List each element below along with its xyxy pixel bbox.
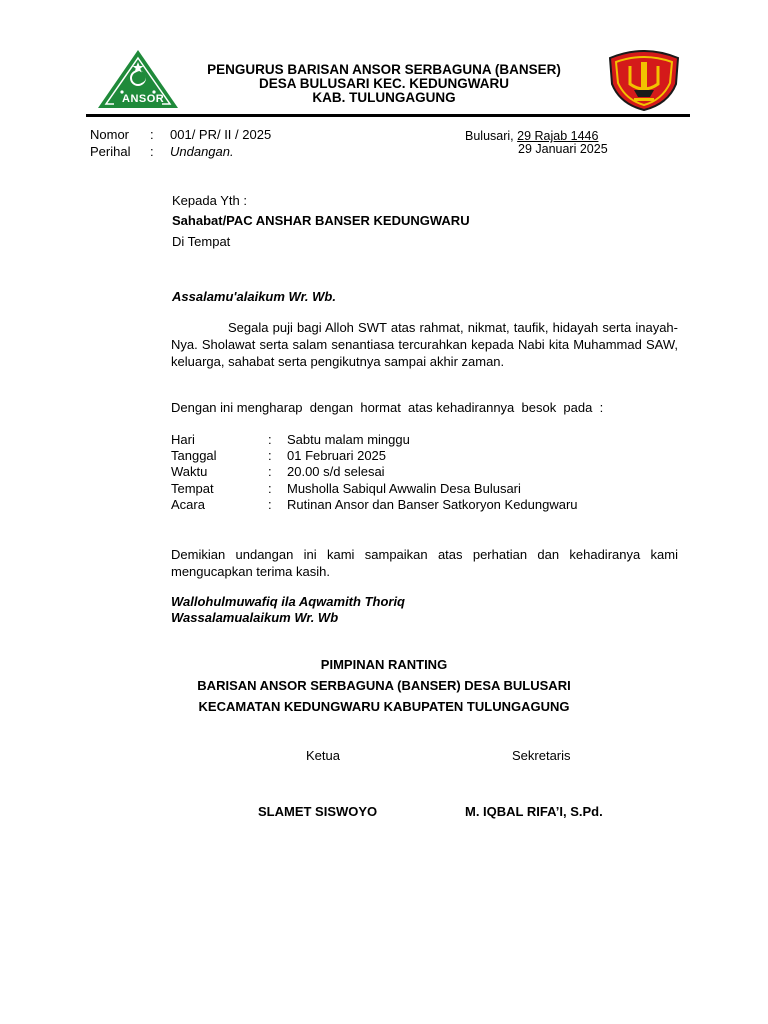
detail-value-tempat: Musholla Sabiqul Awwalin Desa Bulusari [287,481,521,496]
role-sekretaris: Sekretaris [512,748,571,763]
detail-label-tanggal: Tanggal [171,448,217,463]
letter-date-hijri [465,129,598,143]
nomor-label: Nomor [90,127,130,142]
perihal-value: Undangan. [170,144,234,159]
invitation-paragraph: Dengan ini mengharap dengan hormat atas kehadirannya besok pada : [171,400,604,415]
detail-label-waktu: Waktu [171,464,208,479]
perihal-label: Perihal [90,144,131,159]
detail-value-waktu: 20.00 s/d selesai [287,464,385,479]
detail-label-acara: Acara [171,497,205,512]
kepada-yth: Kepada Yth : [172,193,247,208]
nomor-colon: : [150,127,154,142]
gregorian-date: 29 Januari 2025 [518,142,608,156]
header-title-line1: PENGURUS BARISAN ANSOR SERBAGUNA (BANSER) [207,62,561,77]
greeting: Assalamu'alaikum Wr. Wb. [172,289,336,304]
hijri-date: 29 Rajab 1446 [517,129,599,143]
signatory-org: BARISAN ANSOR SERBAGUNA (BANSER) DESA BULUSARI [197,678,571,693]
recipient-name: Sahabat/PAC ANSHAR BANSER KEDUNGWARU [172,213,470,228]
signatory-title: PIMPINAN RANTING [320,657,448,672]
detail-colon: : [268,448,272,463]
header-title-line3: KAB. TULUNGAGUNG [312,90,456,105]
detail-colon: : [268,481,272,496]
letter-place: Bulusari, [465,129,514,143]
detail-value-hari: Sabtu malam minggu [287,432,410,447]
detail-value-acara: Rutinan Ansor dan Banser Satkoryon Kedungwaru [287,497,578,512]
salam-line2: Wassalamualaikum Wr. Wb [171,610,339,625]
detail-colon: : [268,432,272,447]
nomor-value: 001/ PR/ II / 2025 [170,127,272,142]
header-divider [86,114,690,117]
name-sekretaris: M. IQBAL RIFA’I, S.Pd. [465,804,603,819]
perihal-colon: : [150,144,154,159]
header-title-line2: DESA BULUSARI KEC. KEDUNGWARU [258,76,509,91]
detail-colon: : [268,497,272,512]
closing-paragraph: Demikian undangan ini kami sampaikan atas perhatian dan kehadiranya kami mengucapkan terima kasih. [171,547,678,579]
opening-paragraph: Segala puji bagi Alloh SWT atas rahmat, nikmat, taufik, hidayah serta inayah-Nya. Sholawat serta salam senantiasa tercurahkan kepada Nabi kita Muhammad SAW, keluarga, sahabat serta pengikutnya sampai akhir zaman. [171,320,678,369]
name-ketua: SLAMET SISWOYO [258,804,378,819]
salam-line1: Wallohulmuwafiq ila Aqwamith Thoriq [171,594,405,609]
detail-colon: : [268,464,272,479]
detail-label-tempat: Tempat [171,481,214,496]
detail-value-tanggal: 01 Februari 2025 [287,448,387,463]
recipient-place: Di Tempat [172,234,231,249]
detail-label-hari: Hari [171,432,195,447]
signatory-region: KECAMATAN KEDUNGWARU KABUPATEN TULUNGAGUNG [198,699,570,714]
role-ketua: Ketua [306,748,340,763]
ansor-logo-text: ANSOR [122,93,165,105]
